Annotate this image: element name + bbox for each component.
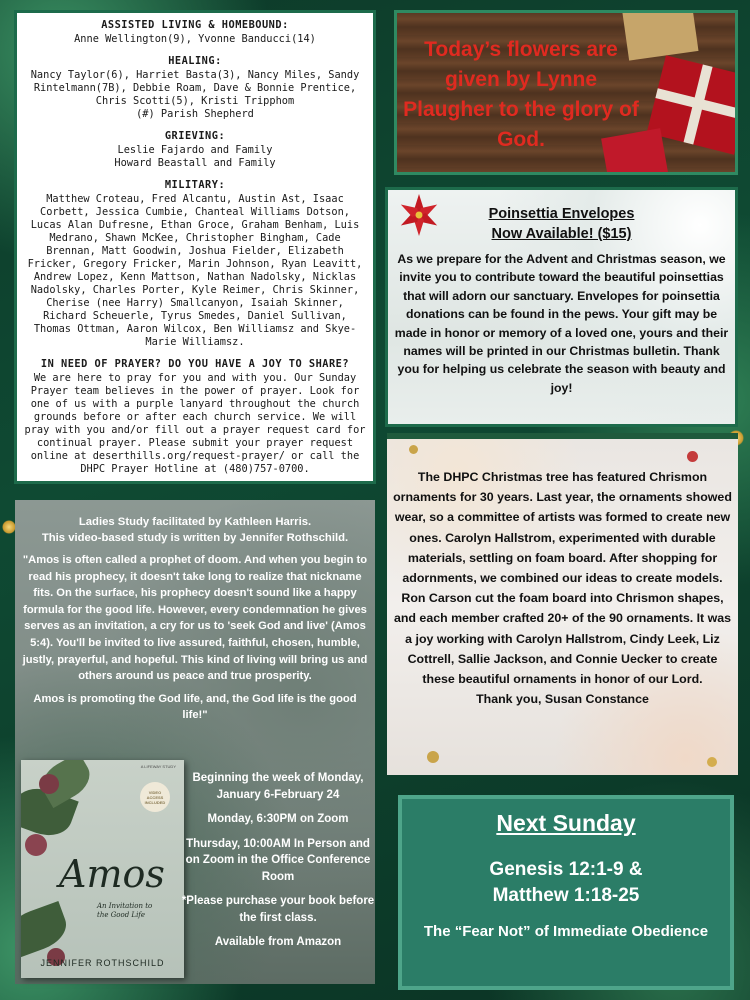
study-author-note: This video-based study is written by Jennifer Rothschild. (41, 532, 349, 544)
video-access-seal: VIDEO ACCESS INCLUDED (140, 782, 170, 812)
schedule-thursday: Thursday, 10:00AM In Person and on Zoom in the Office Conference Room (185, 837, 371, 883)
schedule-purchase-note: *Please purchase your book before the first class. (181, 895, 375, 924)
military-names: Matthew Croteau, Fred Alcantu, Austin Ast, Isaac Corbett, Jessica Cumbie, Chanteal Williams Dotson, Lucas Alan Dufresne, Ethan Groce, Graham Benham, Luis Medrano, Shawn McKee, Christopher Bingham, Cade Brennan, Matt Goodwin, Joshua Fielder, Elizabeth Fricker, Gregory Fricker, Marin Johnson, Ryan Leavitt, Andrew Lopez, Kenn Mattson, Nathan Nadolsky, Nicklas Nadolsky, Charles Porter, Kyle Reimer, Chris Skinner, Cherise (nee Harry) Smallcanyon, Isaiah Skinner, Richard Scheuerle, Tyrus Smedes, Daniel Sullivan, Thomas Ottman, Aaron Wilcox, Ben Williamsz and Skye-Marie Williamsz. (27, 193, 363, 348)
ladies-study-panel (15, 500, 375, 984)
scripture-reading: Genesis 12:1-9 & (489, 859, 643, 880)
ornament-decoration (427, 751, 439, 763)
amos-book-cover (21, 760, 184, 978)
schedule-weeks: Beginning the week of Monday, January 6-February 24 (192, 772, 364, 801)
assisted-living-section (23, 19, 367, 46)
assisted-living-names: Anne Wellington(9), Yvonne Banducci(14) (74, 33, 316, 45)
grieving-section (23, 130, 367, 170)
grieving-line: Leslie Fajardo and Family (117, 144, 273, 156)
ornament-decoration (707, 757, 717, 767)
grieving-line: Howard Beastall and Family (114, 157, 276, 169)
poinsettia-title-line: Poinsettia Envelopes (488, 206, 635, 222)
book-author: JENNIFER ROTHSCHILD (40, 958, 165, 968)
fig-decoration (25, 834, 47, 856)
chrismon-signature: Thank you, Susan Constance (476, 692, 649, 707)
fig-decoration (39, 774, 59, 794)
healing-section (23, 55, 367, 121)
prayer-request-section (23, 358, 367, 476)
book-series-label: A LIFEWAY STUDY (140, 764, 176, 769)
study-quote-closing: Amos is promoting the God life, and, the God life is the good life!" (33, 692, 357, 722)
scripture-reading: Matthew 1:18-25 (492, 885, 640, 906)
next-sunday-panel (398, 795, 734, 990)
poinsettia-body: As we prepare for the Advent and Christmas season, we invite you to contribute toward the beautiful poinsettias that will adorn our sanctuary. Envelopes for poinsettia donations can be found in the pews. Your gift may be made in honor or memory of a loved one, yours and their names will be printed in our Christmas bulletin. Thank you for helping us celebrate the season with beauty and joy! (394, 252, 729, 395)
poinsettia-envelopes-panel (385, 187, 738, 427)
flowers-dedication-text: Today’s flowers are given by Lynne Plaugher to the glory of God. (403, 38, 639, 151)
study-quote: "Amos is often called a prophet of doom. And when you begin to read his prophecy, it doesn't take long to realize that nickname fits. On the surface, his prophecy doesn't sound like a happy formula for the good life. However, every condemnation he gives serves as an invitation, a cry for us to 'seek God and live' (Amos 5:4). You'll be invited to live assured, faithful, chosen, humble, justly, prayerful, and hopeful. This kind of living will bring us and others around us peace and true prosperity. (22, 554, 368, 683)
schedule-monday: Monday, 6:30PM on Zoom (207, 813, 349, 825)
leaf-decoration (21, 901, 72, 959)
sermon-title: The “Fear Not” of Immediate Obedience (423, 923, 709, 940)
scripture-readings (402, 857, 730, 909)
ornament-decoration (687, 451, 698, 462)
book-title: Amos (59, 852, 165, 896)
gold-ornament-decoration (2, 520, 16, 534)
chrismon-body: The DHPC Christmas tree has featured Chrismon ornaments for 30 years. Last year, the ornaments showed wear, so a committee of artists was formed to create new ones. Carolyn Hallstrom, experimented with durable materials, settling on foam board. After shopping for adornments, we combined our ideas to create models. Ron Carson cut the foam board into Chrismon shapes, and each member crafted 20+ of the 90 ornaments. It was a joy working with Carolyn Hallstrom, Cindy Leek, Liz Cottrell, Sallie Jackson, and Connie Uecker to create these beautiful ornaments in honor of our Lord. (393, 470, 732, 687)
book-subtitle: An Invitation to the Good Life (97, 902, 153, 919)
prayer-request-heading: IN NEED OF PRAYER? DO YOU HAVE A JOY TO SHARE? (40, 358, 350, 370)
flowers-dedication-panel (394, 10, 738, 175)
military-heading: MILITARY: (164, 179, 226, 191)
poinsettia-title-line: Now Available! ($15) (491, 226, 632, 242)
study-schedule (181, 770, 375, 959)
schedule-availability: Available from Amazon (214, 936, 342, 948)
healing-names: Nancy Taylor(6), Harriet Basta(3), Nancy Miles, Sandy Rintelmann(7B), Debbie Roam, Dave & Bonnie Prentice, Chris Scotti(5), Kristi Tripphom (30, 69, 360, 107)
prayer-list-panel (14, 10, 376, 484)
parish-shepherd-note: (#) Parish Shepherd (136, 108, 254, 120)
assisted-living-heading: ASSISTED LIVING & HOMEBOUND: (101, 19, 289, 31)
prayer-request-text: We are here to pray for you and with you. Our Sunday Prayer team believes in the power of prayer. Look for one of us with a purple lanyard throughout the church grounds before or after each church service. We will pray with you and/or fill out a prayer request card for continual prayer. Please submit your prayer request online at deserthills.org/request-prayer/ or call the DHPC Prayer Hotline at (480)757-0700. (24, 372, 366, 475)
ornament-decoration (409, 445, 418, 454)
study-facilitator: Ladies Study facilitated by Kathleen Harris. (78, 516, 312, 528)
chrismon-ornaments-panel (387, 433, 738, 775)
poinsettia-icon (396, 192, 442, 238)
healing-heading: HEALING: (168, 55, 222, 67)
study-intro (15, 514, 375, 546)
next-sunday-title: Next Sunday (496, 810, 636, 836)
military-section (23, 179, 367, 349)
grieving-heading: GRIEVING: (164, 130, 226, 142)
